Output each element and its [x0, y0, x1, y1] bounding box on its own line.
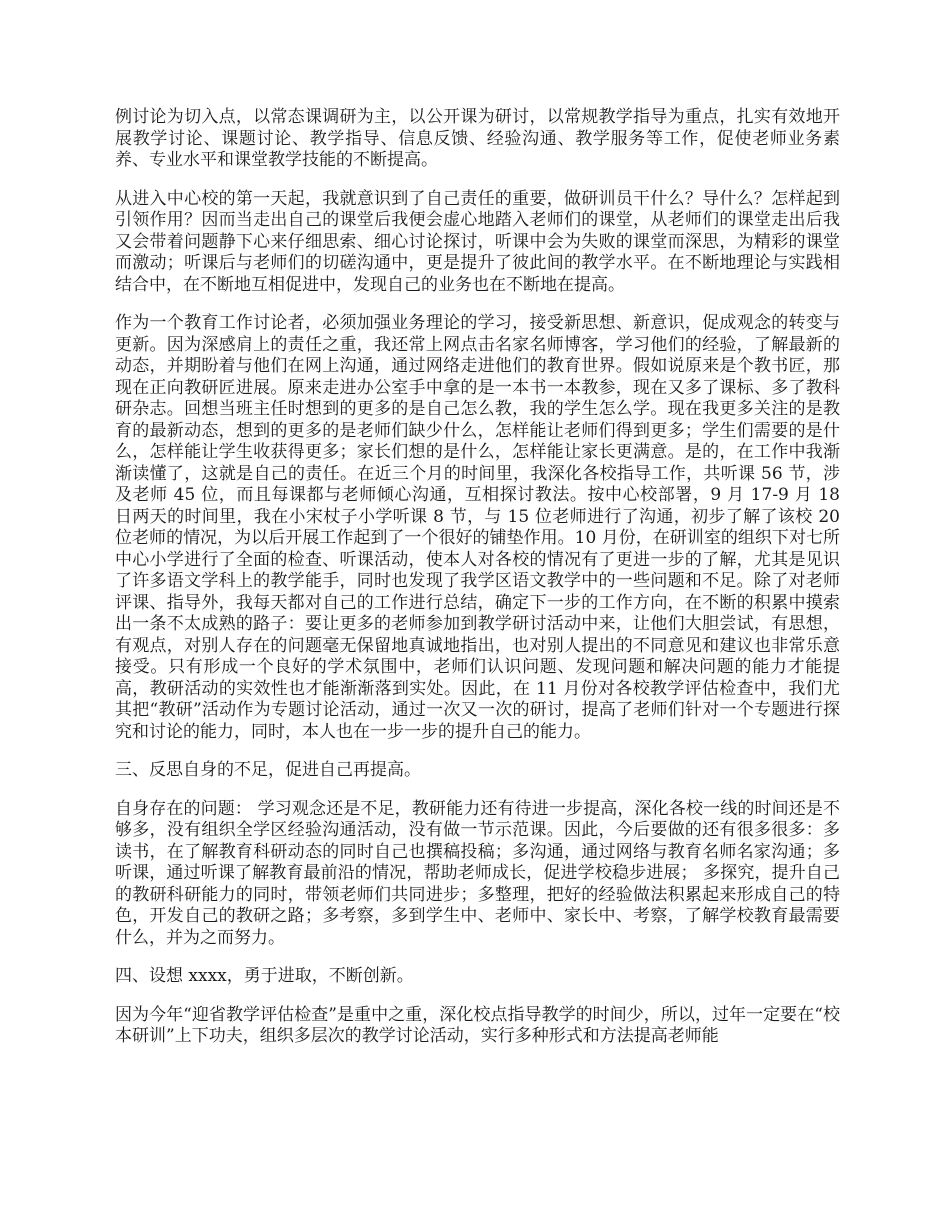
paragraph-shortcomings: 自身存在的问题： 学习观念还是不足，教研能力还有待进一步提高，深化各校一线的时间还是不够多，没有组织全学区经验沟通活动，没有做一节示范课。因此，今后要做的还有很多很多：多读书，在了解教育科研动态的同时自己也撰稿投稿；多沟通，通过网络与教育名师名家沟通；多听课，通过听课了解教育最前沿的情况，帮助老师成长，促进学校稳步进展； 多探究，提升自己的教研科研能力的同时，带领老师们共同进步；多整理，把好的经验做法积累起来形成自己的特色，开发自己的教研之路；多考察，多到学生中、老师中、家长中、考察，了解学校教育最需要什么，并为之而努力。 [115, 798, 840, 948]
paragraph-plan: 因为今年“迎省教学评估检查”是重中之重，深化校点指导教学的时间少，所以，过年一定要在“校本研训”上下功夫，组织多层次的教学讨论活动，实行多种形式和方法提高老师能 [115, 1004, 840, 1046]
paragraph-intro-continuation: 例讨论为切入点，以常态课调研为主，以公开课为研讨，以常规教学指导为重点，扎实有效地开展教学讨论、课题讨论、教学指导、信息反馈、经验沟通、教学服务等工作，促使老师业务素养、专业水平和课堂教学技能的不断提高。 [115, 107, 840, 170]
paragraph-responsibility: 从进入中心校的第一天起，我就意识到了自己责任的重要，做研训员干什么？导什么？怎样起到引领作用？因而当走出自己的课堂后我便会虚心地踏入老师们的课堂，从老师们的课堂走出后我又会带着问题静下心来仔细思索、细心讨论探讨，听课中会为失败的课堂而深思，为精彩的课堂而激动；听课后与老师们的切磋沟通中，更是提升了彼此间的教学水平。在不断地理论与实践相结合中，在不断地互相促进中，发现自己的业务也在不断地在提高。 [115, 188, 840, 295]
section-heading-reflection: 三、反思自身的不足，促进自己再提高。 [115, 760, 421, 780]
section-heading-plan: 四、设想 xxxx，勇于进取，不断创新。 [115, 966, 414, 986]
paragraph-learning-and-work: 作为一个教育工作讨论者，必须加强业务理论的学习，接受新思想、新意识，促成观念的转变与更新。因为深感肩上的责任之重，我还常上网点击名家名师博客，学习他们的经验，了解最新的动态，并期盼着与他们在网上沟通，通过网络走进他们的教育世界。假如说原来是个教书匠，那现在正向教研匠进展。原来走进办公室手中拿的是一本书一本教参，现在又多了课标、多了教科研杂志。回想当班主任时想到的更多的是自己怎么教，我的学生怎么学。现在我更多关注的是教育的最新动态，想到的更多的是老师们缺少什么，怎样能让老师们得到更多；学生们需要的是什么，怎样能让学生收获得更多；家长们想的是什么，怎样能让家长更满意。是的，在工作中我渐渐读懂了，这就是自己的责任。在近三个月的时间里，我深化各校指导工作，共听课 56 节，涉及老师 45 位，而且每课都与老师倾心沟通，互相探讨教法。按中心校部署，9 月 17-9 月 18 日两天的时间里，我在小宋杖子小学听课 8 节，与 15 位老师进行了沟通，初步了解了该校 20 位老师的情况，为以后开展工作起到了一个很好的铺垫作用。10 月份，在研训室的组织下对七所中心小学进行了全面的检查、听课活动，使本人对各校的情况有了更进一步的了解，尤其是见识了许多语文学科上的教学能手，同时也发现了我学区语文教学中的一些问题和不足。除了对老师评课、指导外，我每天都对自己的工作进行总结，确定下一步的工作方向，在不断的积累中摸索出一条不太成熟的路子：要让更多的老师参加到教学研讨活动中来，让他们大胆尝试，有思想，有观点，对别人存在的问题毫无保留地真诚地指出，也对别人提出的不同意见和建议也非常乐意接受。只有形成一个良好的学术氛围中，老师们认识问题、发现问题和解决问题的能力才能提高，教研活动的实效性也才能渐渐落到实处。因此，在 11 月份对各校教学评估检查中，我们尤其把“教研”活动作为专题讨论活动，通过一次又一次的研讨，提高了老师们针对一个专题进行探究和讨论的能力，同时，本人也在一步一步的提升自己的能力。 [115, 313, 840, 742]
document-body [115, 107, 840, 1065]
